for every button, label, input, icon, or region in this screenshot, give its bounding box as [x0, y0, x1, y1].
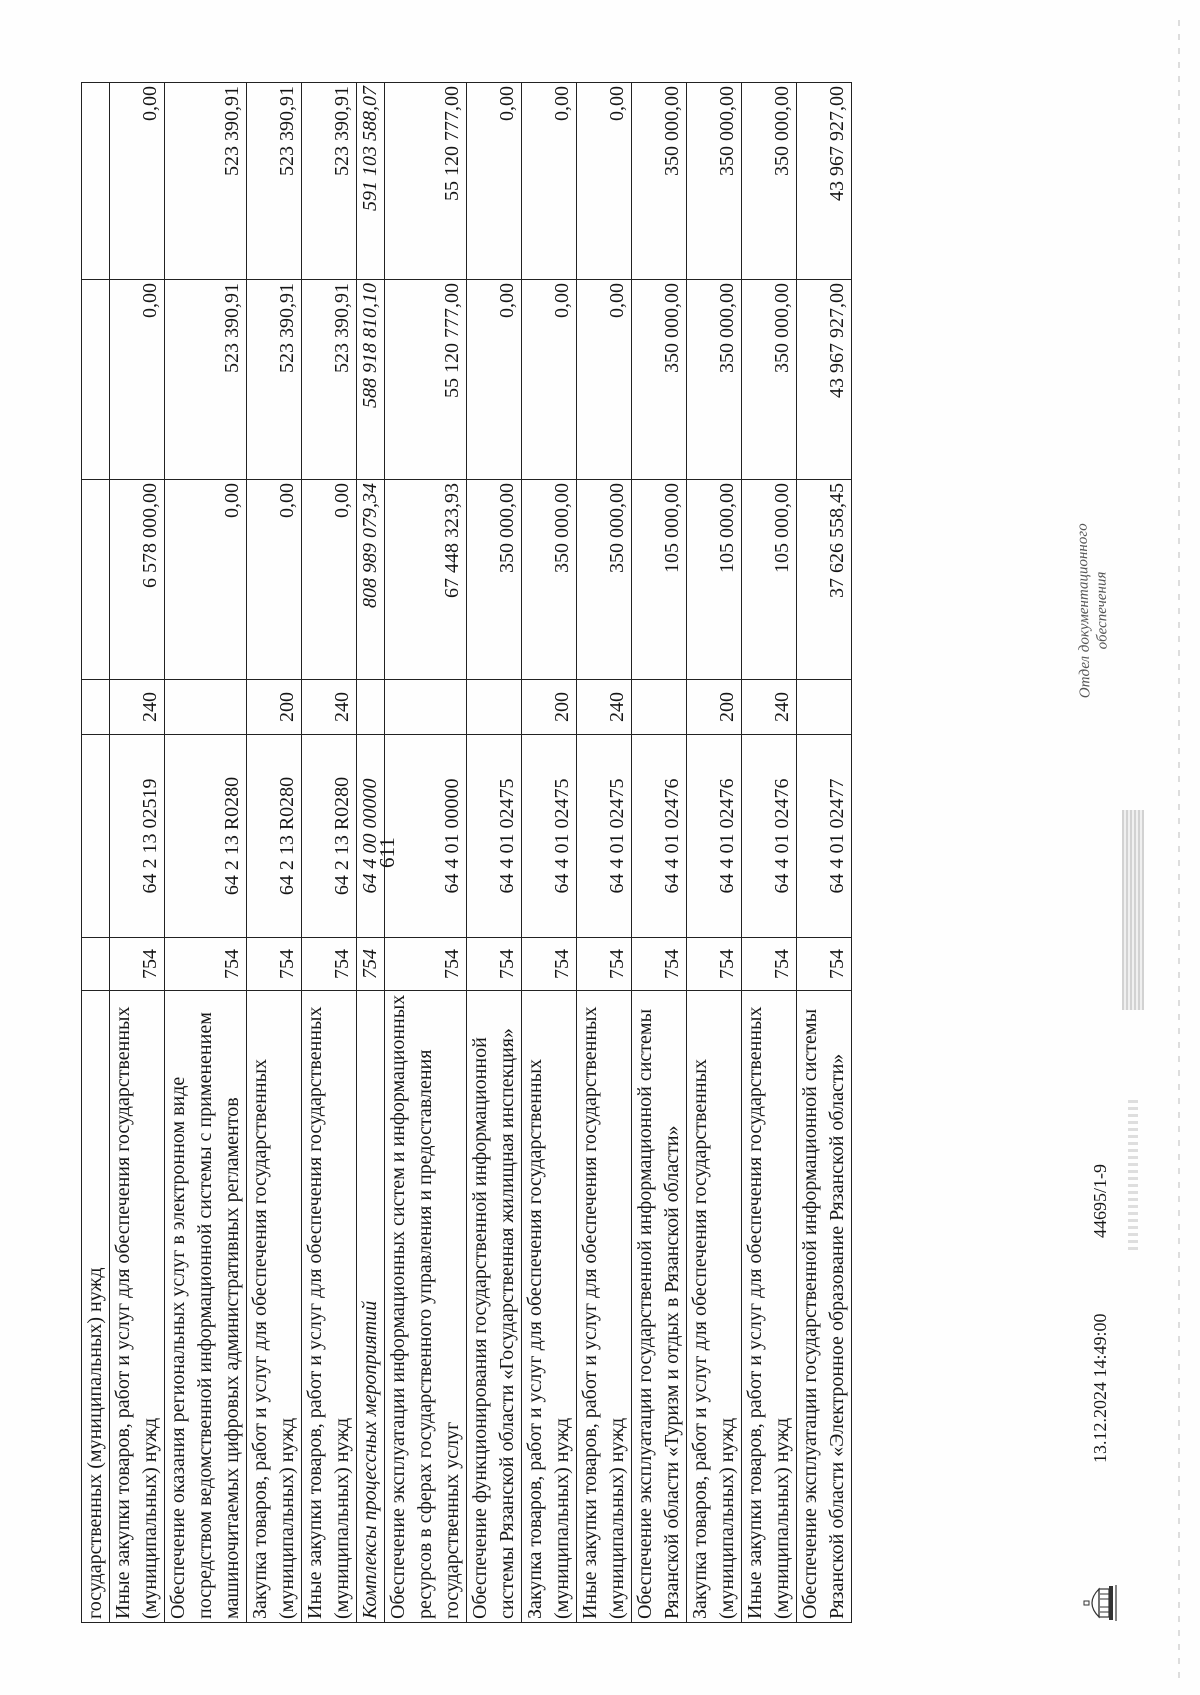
department-stamp — [1073, 523, 1112, 698]
row-name-cell: Обеспечение оказания региональных услуг в электронном виде посредством ведомственной информационной системы с применением машиночитаемых цифровых административных регламентов — [165, 991, 247, 1623]
row-gr-cell: 754 — [797, 938, 852, 991]
row-name-cell: Закупка товаров, работ и услуг для обеспечения государственных (муниципальных) нужд — [522, 991, 577, 1623]
row-vr-cell — [632, 680, 687, 735]
row-vr-cell — [357, 680, 385, 735]
row-csr-cell: 64 4 01 02477 — [797, 735, 852, 938]
table-row — [302, 83, 357, 1623]
row-vr-cell: 200 — [687, 680, 742, 735]
row-csr-cell: 64 2 13 R0280 — [165, 735, 247, 938]
row-gr-cell: 754 — [302, 938, 357, 991]
row-amount-2026-cell: 55 120 777,00 — [385, 83, 467, 280]
row-gr-cell: 754 — [110, 938, 165, 991]
row-csr-cell: 64 2 13 R0280 — [302, 735, 357, 938]
row-vr-cell: 200 — [522, 680, 577, 735]
row-amount-2024-cell: 105 000,00 — [632, 480, 687, 680]
row-amount-2024-cell: 0,00 — [302, 480, 357, 680]
row-gr-cell: 754 — [577, 938, 632, 991]
row-name-cell: Иные закупки товаров, работ и услуг для обеспечения государственных (муниципальных) нужд — [577, 991, 632, 1623]
row-vr-cell — [82, 680, 110, 735]
scan-edge-artifact — [1178, 20, 1180, 1680]
row-amount-2026-cell: 350 000,00 — [742, 83, 797, 280]
row-amount-2025-cell: 523 390,91 — [302, 280, 357, 480]
row-amount-2026-cell: 0,00 — [110, 83, 165, 280]
footer-datetime: 13.12.2024 14:49:00 — [1090, 1313, 1110, 1463]
row-amount-2024-cell: 105 000,00 — [742, 480, 797, 680]
row-gr-cell: 754 — [632, 938, 687, 991]
table-row — [467, 83, 522, 1623]
row-gr-cell: 754 — [467, 938, 522, 991]
row-amount-2024-cell — [82, 480, 110, 680]
row-amount-2026-cell: 0,00 — [467, 83, 522, 280]
footer-document-number: 44695/1-9 — [1090, 1164, 1110, 1238]
row-name-cell: Иные закупки товаров, работ и услуг для обеспечения государственных (муниципальных) нужд — [302, 991, 357, 1623]
row-amount-2026-cell: 591 103 588,07 — [357, 83, 385, 280]
row-gr-cell — [82, 938, 110, 991]
row-vr-cell — [467, 680, 522, 735]
row-amount-2026-cell: 523 390,91 — [302, 83, 357, 280]
row-gr-cell: 754 — [385, 938, 467, 991]
table-row — [687, 83, 742, 1623]
table-row — [742, 83, 797, 1623]
row-amount-2024-cell: 350 000,00 — [522, 480, 577, 680]
table-row — [632, 83, 687, 1623]
row-amount-2026-cell: 350 000,00 — [632, 83, 687, 280]
row-vr-cell — [385, 680, 467, 735]
page-number: 611 — [375, 837, 399, 868]
row-amount-2024-cell: 808 989 079,34 — [357, 480, 385, 680]
row-name-cell: Иные закупки товаров, работ и услуг для обеспечения государственных (муниципальных) нужд — [742, 991, 797, 1623]
row-vr-cell: 200 — [247, 680, 302, 735]
row-name-cell: Закупка товаров, работ и услуг для обеспечения государственных (муниципальных) нужд — [247, 991, 302, 1623]
row-amount-2024-cell: 6 578 000,00 — [110, 480, 165, 680]
row-csr-cell: 64 4 01 02476 — [742, 735, 797, 938]
table-row — [82, 83, 110, 1623]
row-gr-cell: 754 — [357, 938, 385, 991]
row-amount-2026-cell: 523 390,91 — [165, 83, 247, 280]
row-amount-2026-cell: 0,00 — [522, 83, 577, 280]
row-amount-2024-cell: 67 448 323,93 — [385, 480, 467, 680]
row-gr-cell: 754 — [165, 938, 247, 991]
row-csr-cell: 64 4 01 02475 — [522, 735, 577, 938]
row-name-cell: Закупка товаров, работ и услуг для обеспечения государственных (муниципальных) нужд — [687, 991, 742, 1623]
row-vr-cell: 240 — [742, 680, 797, 735]
row-amount-2025-cell: 43 967 927,00 — [797, 280, 852, 480]
row-vr-cell: 240 — [110, 680, 165, 735]
row-amount-2025-cell — [82, 280, 110, 480]
table-row — [522, 83, 577, 1623]
row-csr-cell — [82, 735, 110, 938]
row-amount-2025-cell: 350 000,00 — [687, 280, 742, 480]
row-csr-cell: 64 4 01 00000 — [385, 735, 467, 938]
row-name-cell: Обеспечение эксплуатации государственной информационной системы Рязанской области «Туризм и отдых в Рязанской области» — [632, 991, 687, 1623]
row-amount-2024-cell: 350 000,00 — [467, 480, 522, 680]
row-amount-2026-cell: 0,00 — [577, 83, 632, 280]
table-row — [165, 83, 247, 1623]
row-name-cell: государственных (муниципальных) нужд — [82, 991, 110, 1623]
row-amount-2024-cell: 0,00 — [165, 480, 247, 680]
row-amount-2026-cell: 350 000,00 — [687, 83, 742, 280]
row-amount-2025-cell: 350 000,00 — [632, 280, 687, 480]
row-name-cell: Иные закупки товаров, работ и услуг для обеспечения государственных (муниципальных) нужд — [110, 991, 165, 1623]
row-amount-2026-cell: 43 967 927,00 — [797, 83, 852, 280]
row-vr-cell — [165, 680, 247, 735]
table-row — [797, 83, 852, 1623]
row-gr-cell: 754 — [522, 938, 577, 991]
row-csr-cell: 64 2 13 R0280 — [247, 735, 302, 938]
row-amount-2025-cell: 0,00 — [467, 280, 522, 480]
row-vr-cell: 240 — [302, 680, 357, 735]
row-vr-cell: 240 — [577, 680, 632, 735]
table-row — [247, 83, 302, 1623]
row-amount-2025-cell: 0,00 — [577, 280, 632, 480]
row-name-cell: Обеспечение эксплуатации информационных систем и информационных ресурсов в сферах государственного управления и предоставления государственных услуг — [385, 991, 467, 1623]
row-csr-cell: 64 4 01 02476 — [687, 735, 742, 938]
row-amount-2025-cell: 0,00 — [522, 280, 577, 480]
row-amount-2024-cell: 105 000,00 — [687, 480, 742, 680]
row-csr-cell: 64 4 01 02475 — [467, 735, 522, 938]
budget-table — [81, 82, 852, 1623]
row-name-cell: Комплексы процессных мероприятий — [357, 991, 385, 1623]
row-csr-cell: 64 4 01 02476 — [632, 735, 687, 938]
stamp-line-2: обеспечения — [1093, 571, 1111, 650]
row-amount-2026-cell: 523 390,91 — [247, 83, 302, 280]
duma-emblem-icon — [1083, 1583, 1117, 1623]
row-amount-2025-cell: 523 390,91 — [165, 280, 247, 480]
table-row — [110, 83, 165, 1623]
row-amount-2025-cell: 0,00 — [110, 280, 165, 480]
row-gr-cell: 754 — [687, 938, 742, 991]
row-amount-2025-cell: 350 000,00 — [742, 280, 797, 480]
row-amount-2025-cell: 588 918 810,10 — [357, 280, 385, 480]
row-vr-cell — [797, 680, 852, 735]
row-name-cell: Обеспечение эксплуатации государственной информационной системы Рязанской области «Электронное образование Рязанской области» — [797, 991, 852, 1623]
rotated-document-page — [75, 43, 1135, 1633]
row-csr-cell: 64 2 13 02519 — [110, 735, 165, 938]
row-csr-cell: 64 4 01 02475 — [577, 735, 632, 938]
table-row — [577, 83, 632, 1623]
row-amount-2024-cell: 350 000,00 — [577, 480, 632, 680]
row-name-cell: Обеспечение функционирования государственной информационной системы Рязанской области «Государственная жилищная инспекция» — [467, 991, 522, 1623]
row-gr-cell: 754 — [742, 938, 797, 991]
row-csr-cell: 64 4 00 00000 — [357, 735, 385, 938]
row-gr-cell: 754 — [247, 938, 302, 991]
row-amount-2025-cell: 55 120 777,00 — [385, 280, 467, 480]
row-amount-2024-cell: 0,00 — [247, 480, 302, 680]
row-amount-2024-cell: 37 626 558,45 — [797, 480, 852, 680]
row-amount-2025-cell: 523 390,91 — [247, 280, 302, 480]
stamp-line-1: Отдел документационного — [1074, 523, 1094, 699]
row-amount-2026-cell — [82, 83, 110, 280]
